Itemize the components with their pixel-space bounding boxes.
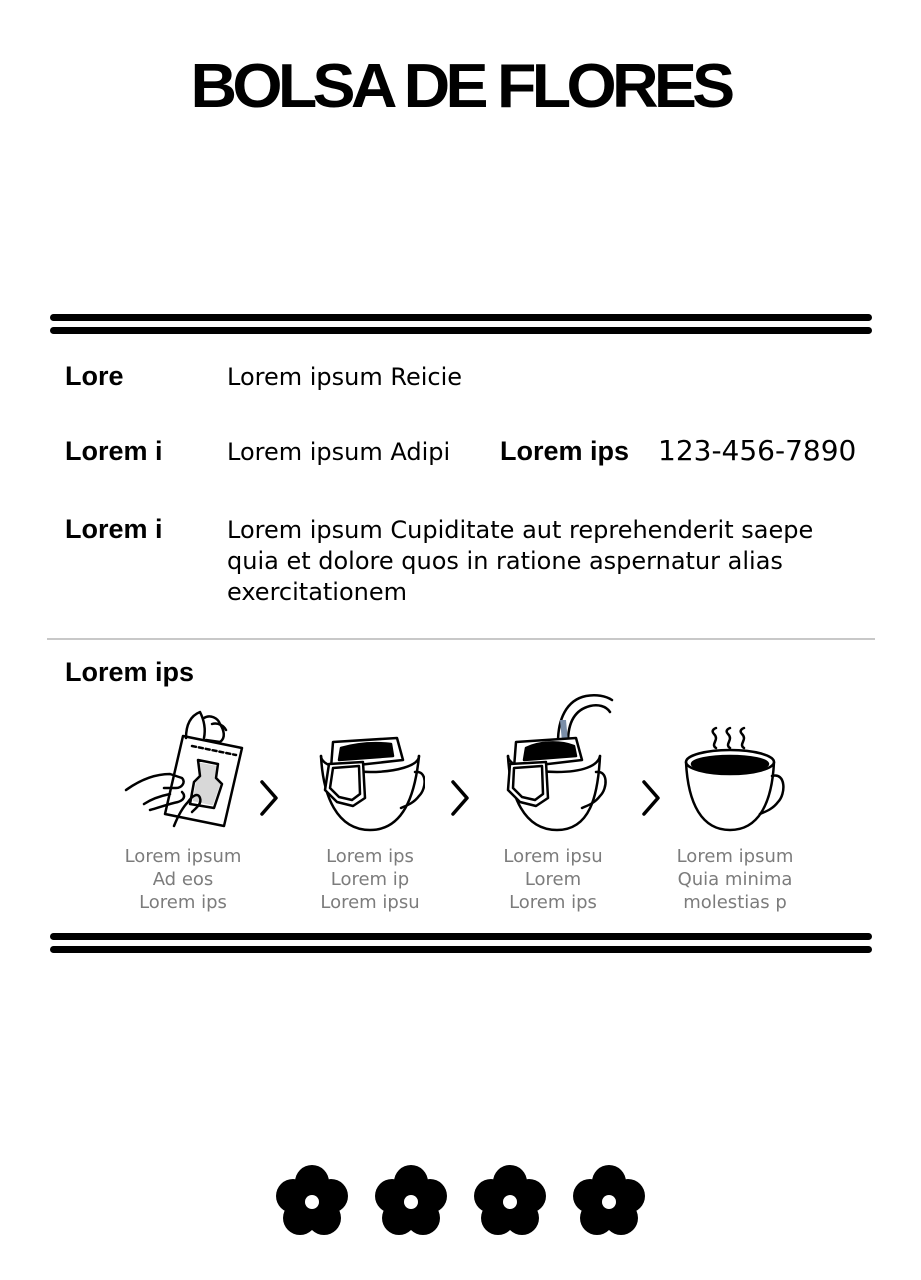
step-2-line-2: Lorem ip: [330, 869, 410, 890]
info-row1-label: Lore: [65, 361, 124, 391]
step-1-caption: [83, 845, 283, 914]
flower-icon: [474, 1165, 546, 1235]
step-3-line-1: Lorem ipsu: [503, 846, 603, 867]
info-row3-label: Lorem i: [65, 514, 163, 544]
step-2-line-3: Lorem ipsu: [320, 892, 420, 913]
step-2-caption: [270, 845, 470, 914]
top-divider-upper: [50, 314, 872, 321]
phone-number: 123-456-7890: [658, 434, 857, 467]
section-divider: [47, 638, 875, 640]
top-divider-lower: [50, 327, 872, 334]
info-row2-label2: Lorem ips: [500, 436, 630, 466]
info-row1-value: Lorem ipsum Reicie: [227, 363, 463, 391]
flower-icon: [375, 1165, 447, 1235]
step-1-line-2: Ad eos: [152, 869, 214, 890]
bottom-divider-upper: [50, 933, 872, 940]
step-4-line-2: Quia minima: [677, 869, 793, 890]
info-row3-value: Lorem ipsum Cupiditate aut reprehenderit saepe quia et dolore quos in ratione aspernatur alias exercitationem: [227, 516, 814, 606]
flower-icon: [573, 1165, 645, 1235]
chevron-right-icon: [256, 778, 282, 818]
flower-icon: [276, 1165, 348, 1235]
step-3-line-2: Lorem: [524, 869, 582, 890]
step-4-line-1: Lorem ipsum: [676, 846, 794, 867]
chevron-right-icon: [447, 778, 473, 818]
page-title: BOLSA DE FLORES: [190, 52, 731, 121]
hot-coffee-cup-icon: [682, 726, 790, 836]
step-1-line-1: Lorem ipsum: [124, 846, 242, 867]
instructions-heading: Lorem ips: [65, 657, 195, 687]
step-4-line-3: molestias p: [683, 892, 787, 913]
step-3-line-3: Lorem ips: [509, 892, 597, 913]
info-row2-value: Lorem ipsum Adipi: [227, 438, 451, 466]
pour-water-icon: [502, 690, 617, 836]
bottom-divider-lower: [50, 946, 872, 953]
step-1-line-3: Lorem ips: [139, 892, 227, 913]
step-3-caption: [453, 845, 653, 914]
footer-flowers: [272, 1160, 652, 1250]
info-row2-label: Lorem i: [65, 436, 163, 466]
step-2-line-1: Lorem ips: [326, 846, 414, 867]
chevron-right-icon: [638, 778, 664, 818]
drip-bag-on-cup-icon: [315, 726, 425, 836]
step-4-caption: [635, 845, 835, 914]
tear-bag-icon: [120, 708, 250, 834]
